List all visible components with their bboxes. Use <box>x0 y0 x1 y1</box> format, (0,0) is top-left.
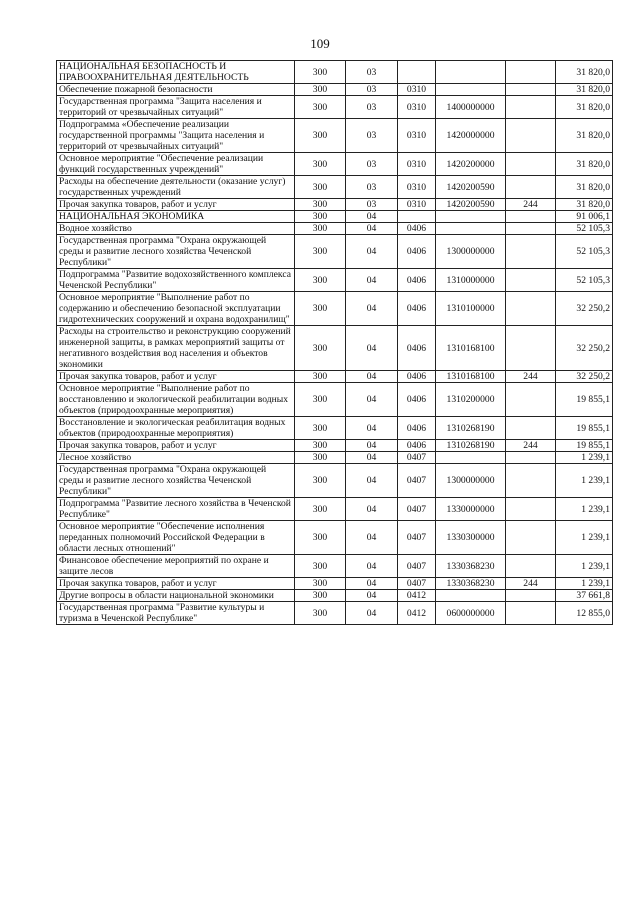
row-target-article <box>436 84 506 96</box>
row-grbs-code: 300 <box>295 292 346 326</box>
row-name: Прочая закупка товаров, работ и услуг <box>57 440 295 452</box>
table-row <box>57 555 613 578</box>
row-section-code: 03 <box>346 84 398 96</box>
row-expense-type <box>506 84 556 96</box>
row-target-article: 1330368230 <box>436 578 506 590</box>
table-row <box>57 464 613 498</box>
row-grbs-code: 300 <box>295 96 346 119</box>
row-grbs-code: 300 <box>295 555 346 578</box>
row-subsection-code: 0406 <box>398 223 436 235</box>
row-subsection-code: 0407 <box>398 498 436 521</box>
row-grbs-code: 300 <box>295 176 346 199</box>
row-section-code: 04 <box>346 211 398 223</box>
row-name: Финансовое обеспечение мероприятий по охране и защите лесов <box>57 555 295 578</box>
row-amount: 1 239,1 <box>556 464 613 498</box>
row-grbs-code: 300 <box>295 119 346 153</box>
row-name: НАЦИОНАЛЬНАЯ ЭКОНОМИКА <box>57 211 295 223</box>
table-row <box>57 371 613 383</box>
row-subsection-code: 0406 <box>398 292 436 326</box>
row-target-article: 1300000000 <box>436 464 506 498</box>
row-name: Подпрограмма "Развитие лесного хозяйства в Чеченской Республике" <box>57 498 295 521</box>
row-expense-type <box>506 61 556 84</box>
row-grbs-code: 300 <box>295 326 346 371</box>
row-expense-type <box>506 498 556 521</box>
row-subsection-code: 0310 <box>398 119 436 153</box>
row-section-code: 04 <box>346 521 398 555</box>
table-row <box>57 440 613 452</box>
table-row <box>57 578 613 590</box>
row-name: Подпрограмма "Развитие водохозяйственного комплекса Чеченской Республики" <box>57 269 295 292</box>
row-name: Государственная программа "Охрана окружающей среды и развитие лесного хозяйства Чеченской Республики" <box>57 464 295 498</box>
row-section-code: 03 <box>346 176 398 199</box>
row-subsection-code: 0407 <box>398 555 436 578</box>
table-row <box>57 235 613 269</box>
row-section-code: 03 <box>346 96 398 119</box>
row-amount: 1 239,1 <box>556 452 613 464</box>
table-row <box>57 176 613 199</box>
row-expense-type <box>506 590 556 602</box>
row-subsection-code <box>398 61 436 84</box>
row-subsection-code: 0407 <box>398 578 436 590</box>
row-name: Водное хозяйство <box>57 223 295 235</box>
row-expense-type <box>506 383 556 417</box>
row-subsection-code: 0310 <box>398 176 436 199</box>
row-section-code: 04 <box>346 417 398 440</box>
row-subsection-code: 0407 <box>398 464 436 498</box>
row-section-code: 03 <box>346 61 398 84</box>
row-target-article: 1310168100 <box>436 371 506 383</box>
row-amount: 1 239,1 <box>556 521 613 555</box>
row-target-article: 1310168100 <box>436 326 506 371</box>
row-subsection-code: 0407 <box>398 521 436 555</box>
row-name: Лесное хозяйство <box>57 452 295 464</box>
table-row <box>57 326 613 371</box>
table-row <box>57 521 613 555</box>
row-section-code: 04 <box>346 590 398 602</box>
row-amount: 52 105,3 <box>556 269 613 292</box>
row-grbs-code: 300 <box>295 440 346 452</box>
row-grbs-code: 300 <box>295 590 346 602</box>
row-amount: 1 239,1 <box>556 498 613 521</box>
row-grbs-code: 300 <box>295 235 346 269</box>
row-amount: 31 820,0 <box>556 84 613 96</box>
table-row <box>57 417 613 440</box>
row-amount: 52 105,3 <box>556 223 613 235</box>
row-target-article: 1420200590 <box>436 199 506 211</box>
row-expense-type <box>506 555 556 578</box>
row-amount: 1 239,1 <box>556 555 613 578</box>
row-amount: 91 006,1 <box>556 211 613 223</box>
row-expense-type: 244 <box>506 578 556 590</box>
row-name: Другие вопросы в области национальной экономики <box>57 590 295 602</box>
row-name: НАЦИОНАЛЬНАЯ БЕЗОПАСНОСТЬ И ПРАВООХРАНИТЕЛЬНАЯ ДЕЯТЕЛЬНОСТЬ <box>57 61 295 84</box>
row-name: Основное мероприятие "Выполнение работ по восстановлению и экологической реабилитации водных объектов (природоохранные мероприятия) <box>57 383 295 417</box>
row-expense-type: 244 <box>506 199 556 211</box>
row-name: Расходы на строительство и реконструкцию сооружений инженерной защиты, в рамках мероприятий защиты от негативного воздействия вод населения и объектов экономики <box>57 326 295 371</box>
row-section-code: 03 <box>346 119 398 153</box>
row-grbs-code: 300 <box>295 269 346 292</box>
row-section-code: 04 <box>346 269 398 292</box>
table-row <box>57 452 613 464</box>
row-name: Государственная программа "Развитие культуры и туризма в Чеченской Республике" <box>57 602 295 625</box>
row-name: Прочая закупка товаров, работ и услуг <box>57 371 295 383</box>
row-section-code: 04 <box>346 383 398 417</box>
row-grbs-code: 300 <box>295 61 346 84</box>
row-grbs-code: 300 <box>295 153 346 176</box>
row-name: Основное мероприятие "Обеспечение реализации функций государственных учреждений" <box>57 153 295 176</box>
table-row <box>57 223 613 235</box>
row-target-article <box>436 452 506 464</box>
row-expense-type <box>506 417 556 440</box>
table-row <box>57 211 613 223</box>
row-target-article: 1310000000 <box>436 269 506 292</box>
row-amount: 1 239,1 <box>556 578 613 590</box>
row-grbs-code: 300 <box>295 371 346 383</box>
row-amount: 32 250,2 <box>556 326 613 371</box>
row-target-article: 1330300000 <box>436 521 506 555</box>
row-target-article: 1330000000 <box>436 498 506 521</box>
row-name: Государственная программа "Охрана окружающей среды и развитие лесного хозяйства Чеченской Республики" <box>57 235 295 269</box>
table-row <box>57 383 613 417</box>
table-row <box>57 153 613 176</box>
row-name: Основное мероприятие "Выполнение работ по содержанию и обеспечению безопасной эксплуатации гидротехнических сооружений и охрана водохранилищ" <box>57 292 295 326</box>
row-section-code: 04 <box>346 602 398 625</box>
row-target-article: 1420200000 <box>436 153 506 176</box>
page-number: 109 <box>310 36 330 51</box>
row-amount: 12 855,0 <box>556 602 613 625</box>
row-section-code: 03 <box>346 153 398 176</box>
row-grbs-code: 300 <box>295 521 346 555</box>
table-row <box>57 119 613 153</box>
row-amount: 19 855,1 <box>556 417 613 440</box>
row-name: Основное мероприятие "Обеспечение исполнения переданных полномочий Российской Федерации в области лесных отношений" <box>57 521 295 555</box>
row-name: Прочая закупка товаров, работ и услуг <box>57 199 295 211</box>
row-section-code: 04 <box>346 555 398 578</box>
row-target-article: 1310268190 <box>436 440 506 452</box>
table-row <box>57 269 613 292</box>
table-row <box>57 602 613 625</box>
table-row <box>57 590 613 602</box>
row-amount: 37 661,8 <box>556 590 613 602</box>
row-target-article <box>436 223 506 235</box>
row-name: Обеспечение пожарной безопасности <box>57 84 295 96</box>
row-section-code: 04 <box>346 326 398 371</box>
row-expense-type <box>506 292 556 326</box>
row-section-code: 04 <box>346 498 398 521</box>
row-subsection-code: 0310 <box>398 84 436 96</box>
row-subsection-code: 0407 <box>398 452 436 464</box>
row-target-article: 1310200000 <box>436 383 506 417</box>
row-name: Прочая закупка товаров, работ и услуг <box>57 578 295 590</box>
row-name: Восстановление и экологическая реабилитация водных объектов (природоохранные мероприятия) <box>57 417 295 440</box>
row-expense-type <box>506 269 556 292</box>
row-target-article: 1400000000 <box>436 96 506 119</box>
row-subsection-code: 0412 <box>398 590 436 602</box>
row-grbs-code: 300 <box>295 578 346 590</box>
table-row <box>57 199 613 211</box>
row-expense-type <box>506 452 556 464</box>
row-expense-type <box>506 602 556 625</box>
row-grbs-code: 300 <box>295 199 346 211</box>
row-amount: 52 105,3 <box>556 235 613 269</box>
row-amount: 31 820,0 <box>556 61 613 84</box>
row-grbs-code: 300 <box>295 211 346 223</box>
row-subsection-code: 0406 <box>398 235 436 269</box>
row-section-code: 04 <box>346 235 398 269</box>
row-subsection-code: 0310 <box>398 153 436 176</box>
row-expense-type <box>506 326 556 371</box>
row-subsection-code: 0412 <box>398 602 436 625</box>
row-subsection-code: 0406 <box>398 417 436 440</box>
row-expense-type <box>506 96 556 119</box>
row-expense-type <box>506 153 556 176</box>
row-grbs-code: 300 <box>295 417 346 440</box>
row-subsection-code: 0310 <box>398 96 436 119</box>
row-subsection-code: 0406 <box>398 383 436 417</box>
table-row <box>57 96 613 119</box>
row-grbs-code: 300 <box>295 223 346 235</box>
row-target-article: 1330368230 <box>436 555 506 578</box>
row-target-article: 0600000000 <box>436 602 506 625</box>
row-name: Государственная программа "Защита населения и территорий от чрезвычайных ситуаций" <box>57 96 295 119</box>
row-amount: 19 855,1 <box>556 440 613 452</box>
row-expense-type <box>506 176 556 199</box>
row-grbs-code: 300 <box>295 84 346 96</box>
row-section-code: 03 <box>346 199 398 211</box>
row-expense-type <box>506 211 556 223</box>
row-target-article <box>436 590 506 602</box>
row-section-code: 04 <box>346 292 398 326</box>
row-section-code: 04 <box>346 452 398 464</box>
row-target-article <box>436 61 506 84</box>
table-row <box>57 61 613 84</box>
row-amount: 31 820,0 <box>556 199 613 211</box>
row-grbs-code: 300 <box>295 383 346 417</box>
row-amount: 31 820,0 <box>556 96 613 119</box>
row-amount: 32 250,2 <box>556 292 613 326</box>
row-target-article <box>436 211 506 223</box>
row-section-code: 04 <box>346 464 398 498</box>
budget-table-body <box>57 61 613 625</box>
table-row <box>57 292 613 326</box>
row-amount: 31 820,0 <box>556 153 613 176</box>
row-subsection-code: 0406 <box>398 269 436 292</box>
row-expense-type: 244 <box>506 440 556 452</box>
row-target-article: 1420000000 <box>436 119 506 153</box>
row-expense-type <box>506 119 556 153</box>
row-name: Подпрограмма «Обеспечение реализации государственной программы "Защита населения и территорий от чрезвычайных ситуаций" <box>57 119 295 153</box>
row-subsection-code: 0406 <box>398 371 436 383</box>
row-expense-type <box>506 235 556 269</box>
row-subsection-code: 0406 <box>398 440 436 452</box>
row-target-article: 1300000000 <box>436 235 506 269</box>
row-grbs-code: 300 <box>295 498 346 521</box>
row-name: Расходы на обеспечение деятельности (оказание услуг) государственных учреждений <box>57 176 295 199</box>
row-section-code: 04 <box>346 578 398 590</box>
row-expense-type: 244 <box>506 371 556 383</box>
table-row <box>57 84 613 96</box>
row-grbs-code: 300 <box>295 464 346 498</box>
row-amount: 32 250,2 <box>556 371 613 383</box>
row-target-article: 1310268190 <box>436 417 506 440</box>
row-target-article: 1420200590 <box>436 176 506 199</box>
row-subsection-code: 0310 <box>398 199 436 211</box>
row-expense-type <box>506 521 556 555</box>
table-row <box>57 498 613 521</box>
budget-table <box>56 60 613 625</box>
row-subsection-code: 0406 <box>398 326 436 371</box>
row-expense-type <box>506 464 556 498</box>
row-section-code: 04 <box>346 440 398 452</box>
row-section-code: 04 <box>346 371 398 383</box>
row-amount: 19 855,1 <box>556 383 613 417</box>
row-grbs-code: 300 <box>295 452 346 464</box>
row-grbs-code: 300 <box>295 602 346 625</box>
row-amount: 31 820,0 <box>556 119 613 153</box>
row-amount: 31 820,0 <box>556 176 613 199</box>
row-expense-type <box>506 223 556 235</box>
row-subsection-code <box>398 211 436 223</box>
row-section-code: 04 <box>346 223 398 235</box>
row-target-article: 1310100000 <box>436 292 506 326</box>
